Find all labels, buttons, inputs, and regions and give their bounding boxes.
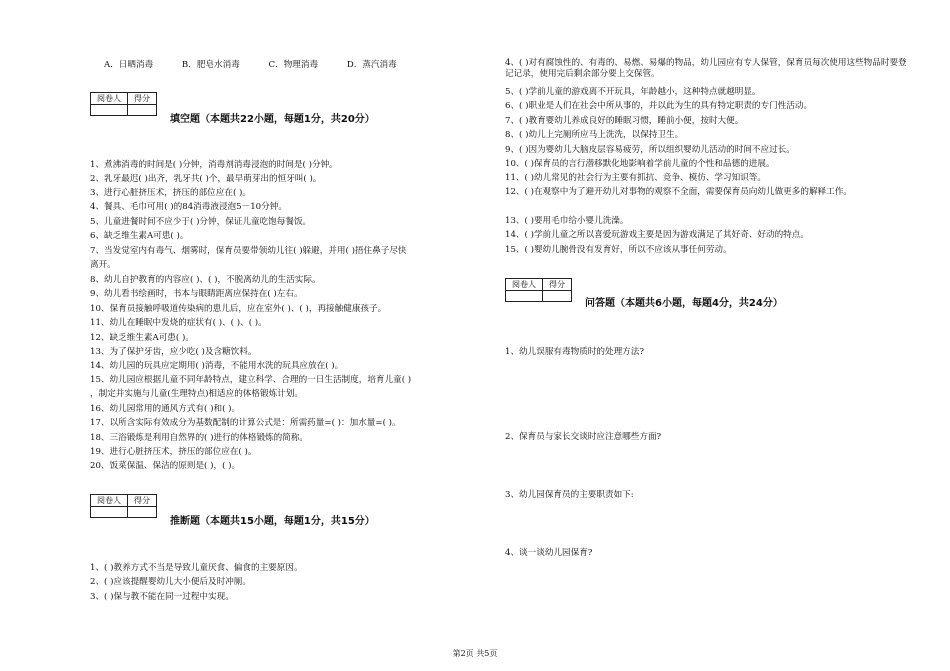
fill-section-title: 填空题（本题共22小题，每题1分，共20分） — [170, 114, 375, 125]
score-label: 得分 — [543, 279, 572, 291]
reviewer-label: 阅卷人 — [91, 93, 128, 105]
reviewer-label: 阅卷人 — [506, 279, 543, 291]
judge-item: 4、( )对有腐蚀性的、有毒的、易燃、易爆的物品，幼儿园应有专人保管，保育员每次使用这些物品时要登记记录，使用完后剩余部分要上交保管。 — [505, 58, 907, 79]
score-cell — [128, 105, 157, 116]
option-b: B．肥皂水消毒 — [181, 60, 240, 70]
page-footer: 第2页 共5页 — [452, 649, 498, 658]
judge-item: 13、( )要用毛巾给小婴儿洗澡。 — [505, 216, 629, 226]
qa-item: 3、幼儿园保育员的主要职责如下: — [505, 490, 634, 500]
judge-item: 15、( )婴幼儿腕骨没有发育好，所以不应该从事任何劳动。 — [505, 245, 732, 255]
option-c: C．物理消毒 — [268, 60, 319, 70]
judge-item: 9、( )因为婴幼儿大脑皮层容易疲劳，所以组织婴幼儿活动的时间不应过长。 — [505, 145, 795, 155]
judge-section-title: 推断题（本题共15小题，每题1分，共15分） — [170, 516, 375, 527]
score-box-judge — [90, 494, 157, 518]
fill-item: 16、幼儿园常用的通风方式有( )和( )。 — [90, 404, 241, 414]
fill-item: 2、乳牙最迟( )出齐，乳牙共( )个，最早萌芽出的恒牙叫( )。 — [90, 174, 322, 184]
judge-item: 12、( )在观察中为了避开幼儿对事物的观察不全面，需要保育员向幼儿做更多的解释工作。 — [505, 187, 852, 197]
judge-item: 6、( )职业是人们在社会中所从事的，并以此为生的具有特定职责的专门性活动。 — [505, 101, 813, 111]
score-box-qa — [505, 278, 572, 302]
option-a: A．日晒消毒 — [104, 60, 154, 70]
judge-item: 11、( )幼儿常见的社会行为主要有抓抗、竞争、模仿、学习知识等。 — [505, 173, 766, 183]
fill-item: 19、进行心脏挤压术，挤压的部位应在( )。 — [90, 447, 257, 457]
fill-item: 6、缺乏维生素A可患( )。 — [90, 231, 189, 241]
fill-item: 15、幼儿园应根据儿童不同年龄特点，建立科学、合理的一日生活制度，培育儿童( ) — [90, 375, 412, 385]
fill-item: 离开。 — [90, 260, 116, 270]
fill-item: 18、三浴锻炼是利用自然界的( )进行的体格锻炼的简称。 — [90, 433, 309, 443]
score-cell — [543, 291, 572, 302]
option-d: D．蒸汽消毒 — [346, 60, 397, 70]
fill-item: 12、缺乏维生素A可患( )。 — [90, 333, 194, 343]
fill-item: 20、饭菜保温、保洁的原则是( )，( )。 — [90, 461, 241, 471]
fill-item: 7、当发觉室内有毒气、烟雾时，保育员要带领幼儿往( )躲避，并用( )捂住鼻子尽快 — [90, 246, 407, 256]
judge-item: 7、( )教育婴幼儿养成良好的睡眠习惯，睡前小便，按时大便。 — [505, 116, 744, 126]
fill-item: 17、以所含实际有效成分为基数配制的计算公式是：所需药量=( )：加水量=( )。 — [90, 418, 401, 428]
fill-item: ，制定并实施与儿童(生理特点)相适应的体格锻炼计划。 — [90, 389, 303, 399]
score-label: 得分 — [128, 93, 157, 105]
qa-item: 1、幼儿误服有毒物质时的处理方法? — [505, 347, 644, 357]
qa-item: 4、谈一谈幼儿园保育? — [505, 548, 593, 558]
reviewer-label: 阅卷人 — [91, 495, 128, 507]
judge-item: 3、( )保与教不能在同一过程中实现。 — [90, 592, 234, 602]
score-label: 得分 — [128, 495, 157, 507]
judge-item: 14、( )学前儿童之所以喜爱玩游戏主要是因为游戏满足了其好奇、好动的特点。 — [505, 230, 809, 240]
fill-item: 14、幼儿园的玩具应定期用( )消毒，不能用水洗的玩具应放在( )。 — [90, 361, 344, 371]
fill-item: 9、幼儿看书绘画时，书本与眼睛距离应保持在( )左右。 — [90, 289, 303, 299]
reviewer-cell — [91, 105, 128, 116]
reviewer-cell — [91, 507, 128, 518]
options-row — [104, 58, 423, 70]
reviewer-cell — [506, 291, 543, 302]
judge-item: 10、( )保育员的言行潜移默化地影响着学前儿童的个性和品德的进展。 — [505, 159, 775, 169]
fill-item: 10、保育员接触呼吸道传染病的患儿后，应在室外( )、( )，再接触健康孩子。 — [90, 304, 387, 314]
fill-item: 3、进行心脏挤压术，挤压的部位应在( )。 — [90, 188, 251, 198]
fill-item: 8、幼儿自护教育的内容应( )、( )，不脱离幼儿的生活实际。 — [90, 275, 321, 285]
fill-item: 13、为了保护牙齿，应少吃( )及含糖饮料。 — [90, 347, 257, 357]
judge-item: 1、( )教养方式不当是导致儿童厌食、偏食的主要原因。 — [90, 563, 303, 573]
fill-item: 4、餐具、毛巾可用( )的84消毒液浸泡5－10分钟。 — [90, 202, 287, 212]
fill-item: 1、煮沸消毒的时间是( )分钟，消毒剂消毒浸泡的时间是( )分钟。 — [90, 160, 338, 170]
judge-item: 8、( )幼儿上完厕所应马上洗洗，以保持卫生。 — [505, 130, 684, 140]
fill-item: 11、幼儿在睡眠中发烧的症状有( )、( )、( )。 — [90, 318, 267, 328]
qa-item: 2、保育员与家长交谈时应注意哪些方面? — [505, 432, 662, 442]
judge-item: 5、( )学前儿童的游戏离不开玩具，年龄越小，这种特点就越明显。 — [505, 87, 761, 97]
judge-item: 2、( )应该提醒婴幼儿大小便后及时冲厕。 — [90, 577, 251, 587]
fill-item: 5、儿童进餐时间不应少于( )分钟，保证儿童吃饱每餐饭。 — [90, 217, 312, 227]
qa-section-title: 问答题（本题共6小题，每题4分，共24分） — [585, 298, 783, 309]
score-cell — [128, 507, 157, 518]
score-box-fill — [90, 92, 157, 116]
